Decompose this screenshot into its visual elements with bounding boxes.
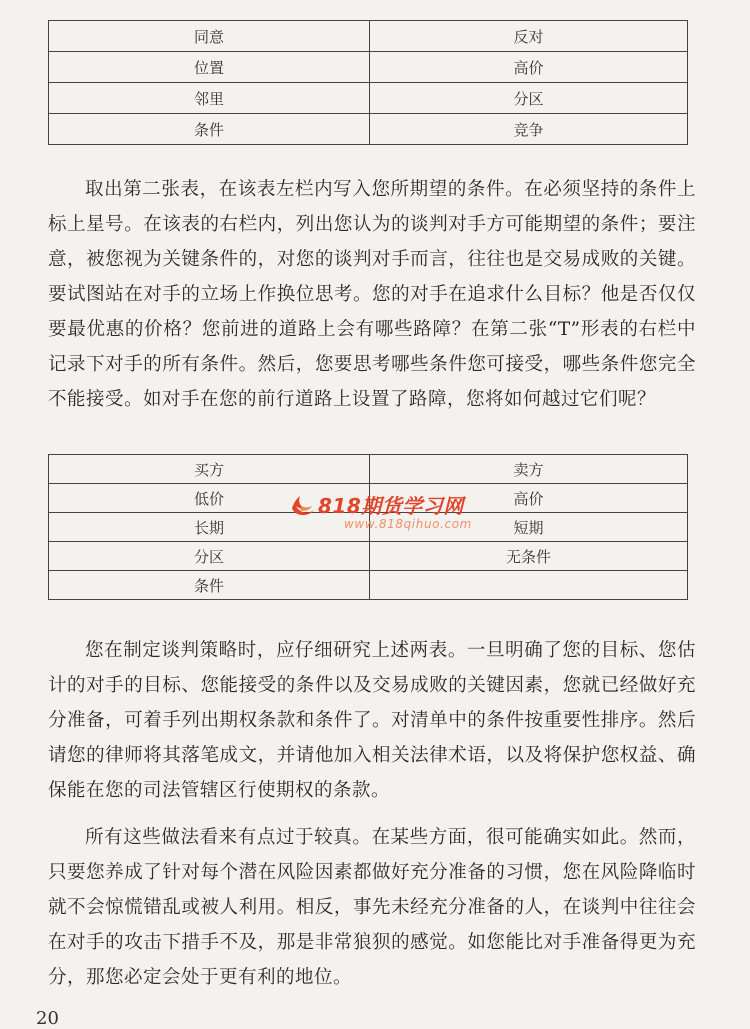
table-cell-right: 短期 (370, 513, 688, 542)
table-row (49, 21, 688, 52)
watermark-url: www.818qihuo.com (344, 517, 472, 531)
table-cell-right: 无条件 (370, 542, 688, 571)
table-cell-left: 长期 (49, 513, 370, 542)
site-watermark (288, 486, 478, 538)
page-number: 20 (36, 1008, 59, 1029)
table-row (49, 114, 688, 145)
table-cell-left: 条件 (49, 114, 370, 145)
t-table-first (48, 20, 688, 145)
table-cell-left: 邻里 (49, 83, 370, 114)
table-row (49, 83, 688, 114)
table-cell-left: 同意 (49, 21, 370, 52)
body-paragraph: 所有这些做法看来有点过于较真。在某些方面，很可能确实如此。然而，只要您养成了针对每个潜在风险因素都做好充分准备的习惯，您在风险降临时就不会惊慌错乱或被人利用。相反，事先未经充分准备的人，在谈判中往往会在对手的攻击下措手不及，那是非常狼狈的感觉。如您能比对手准备得更为充分，那您必定会处于更有利的地位。 (48, 827, 696, 988)
table-cell-right: 卖方 (370, 455, 688, 484)
table-cell-right: 高价 (370, 52, 688, 83)
table-cell-left: 低价 (49, 484, 370, 513)
table-row (49, 52, 688, 83)
flame-logo-icon (288, 490, 318, 520)
table-cell-right: 分区 (370, 83, 688, 114)
table-cell-left: 买方 (49, 455, 370, 484)
table-cell-right: 反对 (370, 21, 688, 52)
table-row (49, 571, 688, 600)
watermark-brand: 818期货学习网 (318, 494, 464, 518)
body-paragraph: 取出第二张表，在该表左栏内写入您所期望的条件。在必须坚持的条件上标上星号。在该表的右栏内，列出您认为的谈判对手方可能期望的条件；要注意，被您视为关键条件的，对您的谈判对手而言，往往也是交易成败的关键。要试图站在对手的立场上作换位思考。您的对手在追求什么目标？他是否仅仅要最优惠的价格？您前进的道路上会有哪些路障？在第二张“T”形表的右栏中记录下对手的所有条件。然后，您要思考哪些条件您可接受，哪些条件您完全不能接受。如对手在您的前行道路上设置了路障，您将如何越过它们呢？ (48, 179, 696, 410)
table-cell-right (370, 571, 688, 600)
table-cell-left: 条件 (49, 571, 370, 600)
table-cell-right: 竞争 (370, 114, 688, 145)
table-row (49, 542, 688, 571)
body-paragraph: 您在制定谈判策略时，应仔细研究上述两表。一旦明确了您的目标、您估计的对手的目标、您能接受的条件以及交易成败的关键因素，您就已经做好充分准备，可着手列出期权条款和条件了。对清单中的条件按重要性排序。然后请您的律师将其落笔成文，并请他加入相关法律术语，以及将保护您权益、确保能在您的司法管辖区行使期权的条款。 (48, 640, 696, 801)
table-cell-left: 分区 (49, 542, 370, 571)
table-row (49, 455, 688, 484)
table-cell-right: 高价 (370, 484, 688, 513)
table-cell-left: 位置 (49, 52, 370, 83)
